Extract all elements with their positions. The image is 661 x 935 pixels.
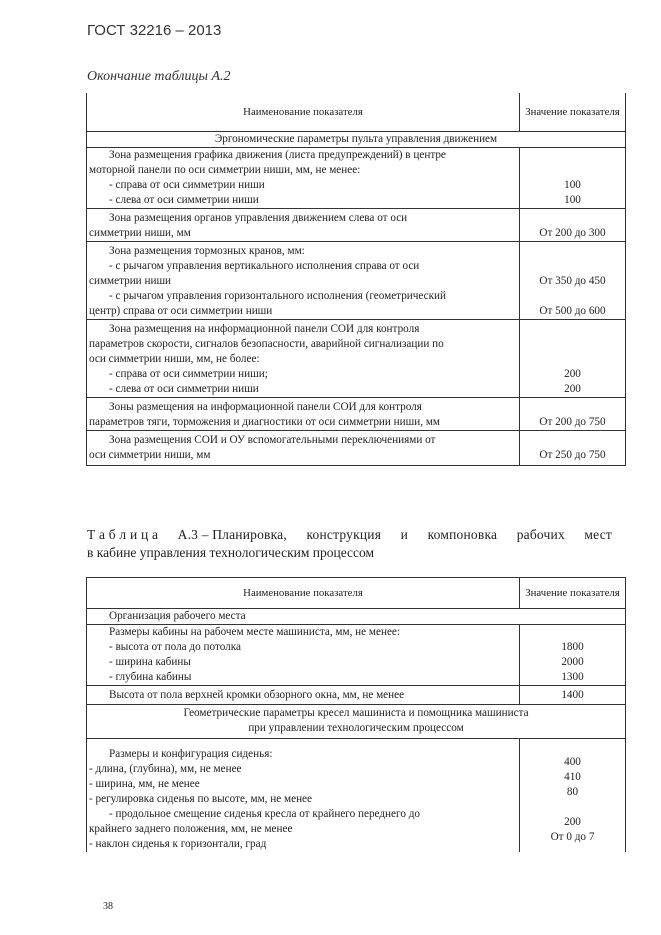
table-row — [87, 625, 626, 686]
table-row — [87, 686, 626, 705]
table-row — [87, 398, 626, 431]
row-name: Размеры и конфигурация сиденья: - длина, (глубина), мм, не менее - ширина, мм, не менее - регулировка сиденья по высоте, мм, не менее - продольное смещение сиденья кресла от крайнего переднего до крайнего заднего положения, мм, не менее - наклон сиденья к горизонтали, град — [87, 739, 520, 853]
section-title: Организация рабочего места — [87, 609, 626, 625]
row-value: 1800 2000 1300 — [520, 625, 626, 686]
row-value: 400 410 80 200 От 0 до 7 — [520, 739, 626, 853]
page-number: 38 — [103, 901, 113, 912]
table-row — [87, 431, 626, 466]
table-header-row — [87, 93, 626, 132]
row-value: От 250 до 750 — [520, 431, 626, 466]
row-name: Зона размещения на информационной панели СОИ для контроля параметров скорости, сигналов безопасности, аварийной сигнализации по оси симметрии ниши, мм, не более: - справа от оси симметрии ниши; - слева от оси симметрии ниши — [87, 320, 520, 398]
row-name: Зона размещения органов управления движением слева от оси симметрии ниши, мм — [87, 209, 520, 242]
row-name: Высота от пола верхней кромки обзорного окна, мм, не менее — [87, 686, 520, 705]
column-header-value: Значение показателя — [520, 578, 626, 609]
section-row — [87, 609, 626, 625]
row-value: 200 200 — [520, 320, 626, 398]
column-header-value: Значение показателя — [520, 93, 626, 132]
column-header-name: Наименование показателя — [87, 578, 520, 609]
table-caption-line2: в кабине управления технологическим процессом — [87, 545, 375, 560]
document-code: ГОСТ 32216 – 2013 — [87, 22, 222, 39]
section-title: Геометрические параметры кресел машиниста и помощника машиниста при управлении технологическим процессом — [87, 705, 626, 739]
row-name: Зона размещения графика движения (листа предупреждений) в центре моторной панели по оси симметрии ниши, мм, не менее: - справа от оси симметрии ниши - слева от оси симметрии ниши — [87, 148, 520, 209]
column-header-name: Наименование показателя — [87, 93, 520, 132]
table-row — [87, 320, 626, 398]
table-header-row — [87, 578, 626, 609]
row-name: Зона размещения СОИ и ОУ вспомогательными переключениями от оси симметрии ниши, мм — [87, 431, 520, 466]
section-row — [87, 705, 626, 739]
row-value: От 200 до 750 — [520, 398, 626, 431]
table-caption: Т а б л и ц а А.3 – Планировка, конструкция и компоновка рабочих мест — [87, 527, 612, 542]
row-name: Зоны размещения на информационной панели СОИ для контроля параметров тяги, торможения и диагностики от оси симметрии ниши, мм — [87, 398, 520, 431]
row-name: Размеры кабины на рабочем месте машиниста, мм, не менее: - высота от пола до потолка - ширина кабины - глубина кабины — [87, 625, 520, 686]
row-value: От 350 до 450 От 500 до 600 — [520, 242, 626, 320]
table-a3 — [86, 577, 626, 852]
table-row — [87, 242, 626, 320]
row-value: 100 100 — [520, 148, 626, 209]
row-value: 1400 — [520, 686, 626, 705]
table-row — [87, 148, 626, 209]
row-value: От 200 до 300 — [520, 209, 626, 242]
table-row — [87, 209, 626, 242]
section-row — [87, 132, 626, 148]
table-row — [87, 739, 626, 853]
table-continuation-caption: Окончание таблицы А.2 — [87, 69, 231, 84]
row-name: Зона размещения тормозных кранов, мм: - с рычагом управления вертикального исполнения справа от оси симметрии ниши - с рычагом управления горизонтального исполнения (геометрический центр) справа от оси симметрии ниши — [87, 242, 520, 320]
section-title: Эргономические параметры пульта управления движением — [87, 132, 626, 148]
table-a2-end — [86, 93, 626, 466]
